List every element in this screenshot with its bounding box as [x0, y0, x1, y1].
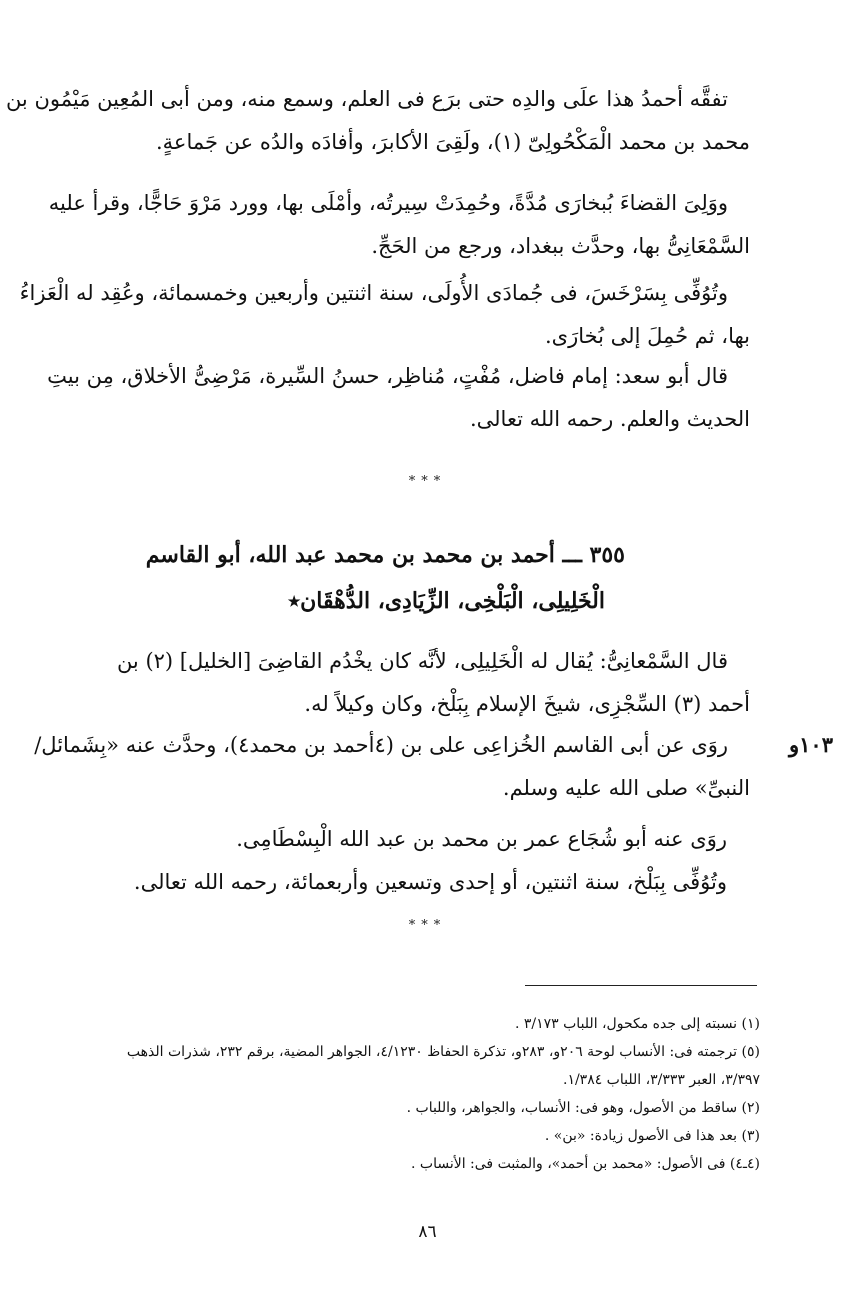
paragraph-line: ووَلِىَ القضاءَ بُبخارَى مُدَّةً، وحُمِدَتْ سِيرتُه، وأمْلَى بها، وورد مَرْوَ حَاجًّا، وقرأ عليه [48, 191, 728, 215]
paragraph-line: قال أبو سعد: إمام فاضل، مُفْتٍ، مُناظِر، حسنُ السِّيرة، مَرْضِىُّ الأخلاق، مِن بيتِ [47, 364, 728, 388]
paragraph-line: الحديث والعلم. رحمه الله تعالى. [469, 407, 750, 431]
entry-paragraph-1 [80, 640, 750, 726]
footnote: (٤ـ٤) فى الأصول: «محمد بن أحمد»، والمثبت فى: الأنساب . [410, 1156, 760, 1172]
section-separator: *** [408, 918, 447, 933]
paragraph-line: تفقَّه أحمدُ هذا علَى والدِه حتى برَع فى العلم، وسمع منه، ومن أبى المُعِين مَيْمُون بن [5, 87, 728, 111]
footnote: (٣) بعد هذا فى الأصول زيادة: «بن» . [544, 1128, 760, 1144]
paragraph-line: وتُوُفِّى بِبَلْخ، سنة اثنتين، أو إحدى وتسعين وأربعمائة، رحمه الله تعالى. [133, 870, 727, 894]
paragraph-line: روَى عن أبى القاسم الخُزاعِى على بن (٤أحمد بن محمد٤)، وحدَّث عنه «بِشَمائل/ [34, 733, 728, 757]
entry-heading-line-1: ٣٥٥ ـــ أحمد بن محمد بن محمد عبد الله، أبو القاسم [145, 542, 625, 568]
footnotes [90, 1010, 760, 1178]
paragraph-4 [47, 355, 750, 441]
footnote: (٢) ساقط من الأصول، وهو فى: الأنساب، والجواهر، واللباب . [406, 1100, 760, 1116]
paragraph-2 [48, 182, 750, 268]
paragraph-line: بها، ثم حُمِلَ إلى بُخارَى. [544, 324, 750, 348]
manuscript-folio-marker: ١٠٣و [789, 732, 833, 757]
paragraph-line: قال السَّمْعانِىُّ: يُقال له الْخَلِيلِى، لأنَّه كان يخْدُم القاضِىَ [الخليل] (٢) بن [116, 649, 728, 673]
footnote: (١) نسبته إلى جده مكحول، اللباب ٣/١٧٣ . [514, 1016, 760, 1032]
entry-heading-line-2: الْخَلِيلِى، الْبَلْخِى، الزِّيَادِى، الدُّهْقَان٭ [288, 588, 605, 614]
footnote: (٥) ترجمته فى: الأنساب لوحة ٢٠٦و، ٢٨٣و، تذكرة الحفاظ ٤/١٢٣٠، الجواهر المضية، برقم ٢٣٢، شذرات الذهب [126, 1044, 760, 1060]
footnote-divider [525, 985, 757, 986]
paragraph-line: السَّمْعَانِىُّ بها، وحدَّث ببغداد، ورجع من الحَجِّ. [371, 234, 750, 258]
footnote-continuation: ٣/٣٩٧، العبر ٣/٣٣٣، اللباب ١/٣٨٤. [562, 1072, 760, 1088]
paragraph-line: روَى عنه أبو شُجَاع عمر بن محمد بن عبد الله الْبِسْطَامِى. [236, 827, 727, 851]
paragraph-1 [5, 78, 750, 164]
paragraph-3 [19, 272, 750, 358]
paragraph-line: وتُوُفِّى بِسَرْخَسَ، فى جُمادَى الأُولَى، سنة اثنتين وأربعين وخمسمائة، وعُقِد له الْعَزاءُ [19, 281, 728, 305]
entry-paragraph-2 [34, 724, 750, 810]
section-separator: *** [408, 474, 447, 489]
entry-heading [145, 532, 625, 624]
page-number: ٨٦ [418, 1222, 437, 1242]
paragraph-line: أحمد (٣) السِّجْزِى، شيخَ الإسلام بِبَلْخ، وكان وكيلاً له. [304, 692, 750, 716]
entry-closing-lines [87, 818, 727, 904]
paragraph-line: محمد بن محمد الْمَكْحُولِىّ (١)، ولَقِىَ الأكابرَ، وأفادَه والدُه عن جَماعةٍ. [156, 130, 750, 154]
paragraph-line: النبىِّ» صلى الله عليه وسلم. [502, 776, 750, 800]
